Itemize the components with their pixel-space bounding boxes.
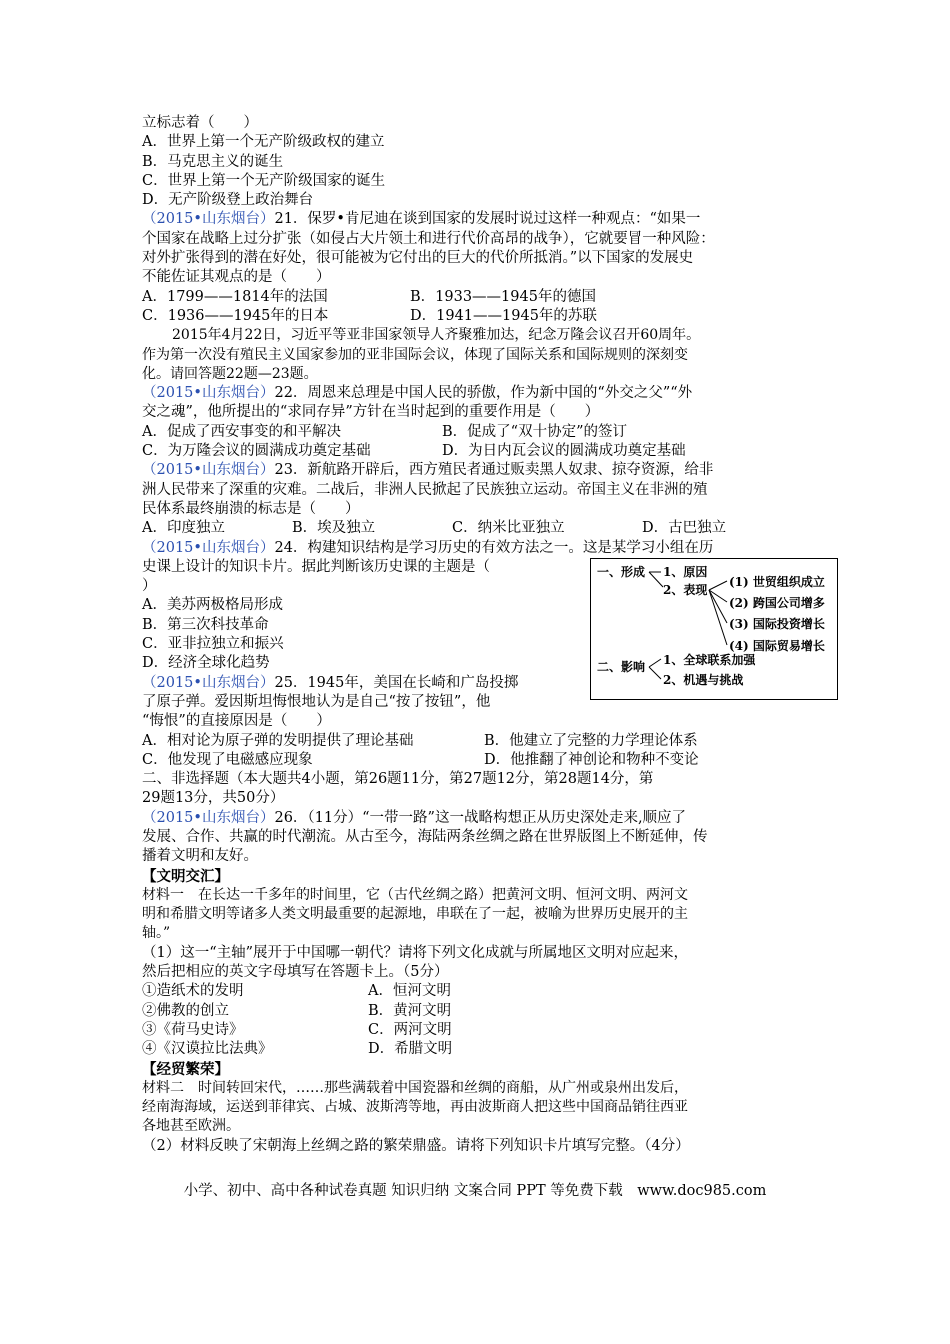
match-left-3: ③《荷马史诗》	[142, 1021, 244, 1038]
q26-line-2: 发展、合作、共赢的时代潮流。从古至今，海陆两条丝绸之路在世界版图上不断延伸，传	[142, 828, 708, 845]
heading-trade: 【经贸繁荣】	[142, 1060, 229, 1078]
card-influence: 二、影响	[597, 659, 646, 674]
intro-line-2: 作为第一次没有殖民主义国家参加的亚非国际会议，体现了国际关系和国际规则的深刻变	[142, 346, 688, 363]
material-2-line-1: 材料二 时间转回宋代，……那些满载着中国瓷器和丝绸的商船，从广州或泉州出发后，	[142, 1079, 688, 1096]
q21-line-2: 个国家在战略上过分扩张（如侵占大片领土和进行代价高昂的战争），它就要冒一种风险：	[142, 230, 715, 247]
q22-option-c: C．为万隆会议的圆满成功奠定基础	[142, 443, 371, 460]
card-m4: (4) 国际贸易增长	[729, 638, 825, 653]
q21-option-d: D．1941——1945年的苏联	[410, 307, 597, 324]
intro-line-3: 化。请回答题22题—23题。	[142, 365, 318, 382]
page-footer: 小学、初中、高中各种试卷真题 知识归纳 文案合同 PPT 等免费下载 www.doc985.com	[183, 1183, 767, 1199]
q24-option-a: A．美苏两极格局形成	[142, 597, 283, 614]
q22-source: （2015•山东烟台）	[142, 385, 275, 402]
q26-line-3: 播着文明和友好。	[142, 848, 258, 865]
material-2-line-3: 各地甚至欧洲。	[142, 1118, 240, 1135]
q24-option-b: B．第三次科技革命	[142, 616, 269, 633]
match-right-1: A．恒河文明	[368, 983, 451, 1000]
card-m1: (1) 世贸组织成立	[729, 574, 825, 589]
q26-line-1	[142, 809, 822, 828]
match-row-4	[142, 1040, 822, 1059]
q24-line-1	[142, 539, 822, 558]
q24-option-c: C．亚非拉独立和振兴	[142, 636, 284, 653]
q20-option-b: B．马克思主义的诞生	[142, 153, 284, 170]
q25-line-3: “悔恨”的直接原因是（ ）	[142, 713, 331, 730]
card-m2: (2) 跨国公司增多	[729, 595, 825, 610]
q23-line-1	[142, 461, 822, 480]
q25-options-row-2	[142, 751, 822, 770]
card-formation: 一、形成	[597, 564, 646, 579]
card-manifest: 2、表现	[663, 582, 708, 597]
q25-source: （2015•山东烟台）	[142, 674, 275, 691]
q22-option-b: B．促成了“双十协定”的签订	[442, 423, 627, 440]
q23-source: （2015•山东烟台）	[142, 462, 275, 479]
q23-line-2: 洲人民带来了深重的灾难。二战后，非洲人民掀起了民族独立运动。帝国主义在非洲的殖	[142, 481, 708, 498]
q22-options-row-1	[142, 423, 822, 442]
material-2-line-2: 经南海海域，运送到菲律宾、占城、波斯湾等地，再由波斯商人把这些中国商品销往西亚	[142, 1099, 688, 1116]
q25-option-a: A．相对论为原子弹的发明提供了理论基础	[142, 732, 414, 749]
q21-options-row-1	[142, 288, 822, 307]
card-i2: 2、机遇与挑战	[663, 672, 744, 687]
q20-stem: 立标志着（ ）	[142, 115, 258, 131]
q25-option-b: B．他建立了完整的力学理论体系	[484, 732, 698, 749]
q26-source: （2015•山东烟台）	[142, 809, 275, 826]
q22-line-2: 交之魂”，他所提出的“求同存异”方针在当时起到的重要作用是（ ）	[142, 404, 600, 421]
q24-option-d: D．经济全球化趋势	[142, 655, 270, 672]
q23-text-1: 23．新航路开辟后，西方殖民者通过贩卖黑人奴隶、掠夺资源，给非	[274, 462, 714, 479]
q26-text-1: 26．（11分）“一带一路”这一战略构想正从历史深处走来,顺应了	[274, 809, 687, 826]
exam-page	[142, 114, 825, 1156]
match-right-4: D．希腊文明	[368, 1041, 453, 1058]
sub-question-2: （2）材料反映了宋朝海上丝绸之路的繁荣鼎盛。请将下列知识卡片填写完整。（4分）	[142, 1137, 690, 1154]
material-1-line-1: 材料一 在长达一千多年的时间里，它（古代丝绸之路）把黄河文明、恒河文明、两河文	[142, 886, 688, 903]
q25-option-c: C．他发现了电磁感应现象	[142, 751, 313, 768]
q25-option-d: D．他推翻了神创论和物种不变论	[484, 751, 699, 768]
q24-line-3: ）	[142, 578, 157, 595]
q21-options-row-2	[142, 307, 822, 326]
match-row-2	[142, 1002, 822, 1021]
part2-line-1: 二、非选择题（本大题共4小题，第26题11分，第27题12分，第28题14分，第	[142, 771, 654, 788]
q21-text-1: 21．保罗•肯尼迪在谈到国家的发展时说过这样一种观点：“如果一	[274, 211, 701, 228]
q20-option-a: A．世界上第一个无产阶级政权的建立	[142, 134, 385, 151]
q24-block	[142, 558, 825, 732]
match-right-3: C．两河文明	[368, 1021, 452, 1038]
q25-line-2: 了原子弹。爱因斯坦悔恨地认为是自己“按了按钮”，他	[142, 693, 491, 710]
match-left-4: ④《汉谟拉比法典》	[142, 1041, 273, 1058]
q22-option-a: A．促成了西安事变的和平解决	[142, 423, 341, 440]
q24-text-1: 24．构建知识结构是学习历史的有效方法之一。这是某学习小组在历	[274, 539, 714, 556]
q21-line-4: 不能佐证其观点的是（ ）	[142, 269, 331, 286]
q23-line-3: 民体系最终崩溃的标志是（ ）	[142, 500, 360, 517]
material-1-line-3: 轴。”	[142, 925, 171, 942]
match-row-3	[142, 1021, 822, 1040]
q22-text-1: 22．周恩来总理是中国人民的骄傲，作为新中国的“外交之父”“外	[274, 385, 693, 402]
q21-option-c: C．1936——1945年的日本	[142, 307, 329, 324]
q21-line-1	[142, 210, 822, 229]
match-row-1	[142, 982, 822, 1001]
sub-question-1-line-1: （1）这一“主轴”展开于中国哪一朝代？请将下列文化成就与所属地区文明对应起来，	[142, 944, 689, 961]
q20-option-c: C．世界上第一个无产阶级国家的诞生	[142, 172, 386, 189]
q21-option-b: B．1933——1945年的德国	[410, 288, 596, 305]
q24-source: （2015•山东烟台）	[142, 539, 275, 556]
match-left-2: ②佛教的创立	[142, 1002, 229, 1019]
sub-question-1-line-2: 然后把相应的英文字母填写在答题卡上。（5分）	[142, 964, 449, 981]
part2-line-2: 29题13分，共50分）	[142, 790, 285, 807]
q25-options-row-1	[142, 732, 822, 751]
match-left-1: ①造纸术的发明	[142, 983, 244, 1000]
q22-options-row-2	[142, 442, 822, 461]
q24-line-2: 史课上设计的知识卡片。据此判断该历史课的主题是（	[142, 558, 490, 575]
q23-option-d: D．古巴独立	[642, 520, 727, 537]
card-i1: 1、全球联系加强	[663, 652, 756, 667]
q21-source: （2015•山东烟台）	[142, 211, 275, 228]
heading-civilization: 【文明交汇】	[142, 867, 229, 885]
q23-option-a: A．印度独立	[142, 520, 225, 537]
match-right-2: B．黄河文明	[368, 1002, 452, 1019]
q21-option-a: A．1799——1814年的法国	[142, 288, 328, 305]
q21-line-3: 对外扩张得到的潜在好处，很可能被为它付出的巨大的代价所抵消。”以下国家的发展史	[142, 250, 694, 267]
knowledge-card	[590, 558, 838, 700]
intro-line-1: 2015年4月22日，习近平等亚非国家领导人齐聚雅加达，纪念万隆会议召开60周年。	[172, 327, 701, 344]
q25-text-1: 25．1945年，美国在长崎和广岛投掷	[274, 674, 519, 691]
q23-option-c: C．纳米比亚独立	[452, 520, 565, 537]
q25-line-1	[142, 674, 572, 693]
card-cause: 1、原因	[663, 564, 708, 579]
q23-option-b: B．埃及独立	[292, 520, 376, 537]
q23-options-row	[142, 519, 822, 538]
q22-option-d: D．为日内瓦会议的圆满成功奠定基础	[442, 443, 686, 460]
card-m3: (3) 国际投资增长	[729, 616, 825, 631]
material-1-line-2: 明和希腊文明等诸多人类文明最重要的起源地，串联在了一起，被喻为世界历史展开的主	[142, 906, 688, 923]
q22-line-1	[142, 384, 822, 403]
q20-option-d: D．无产阶级登上政治舞台	[142, 192, 314, 209]
